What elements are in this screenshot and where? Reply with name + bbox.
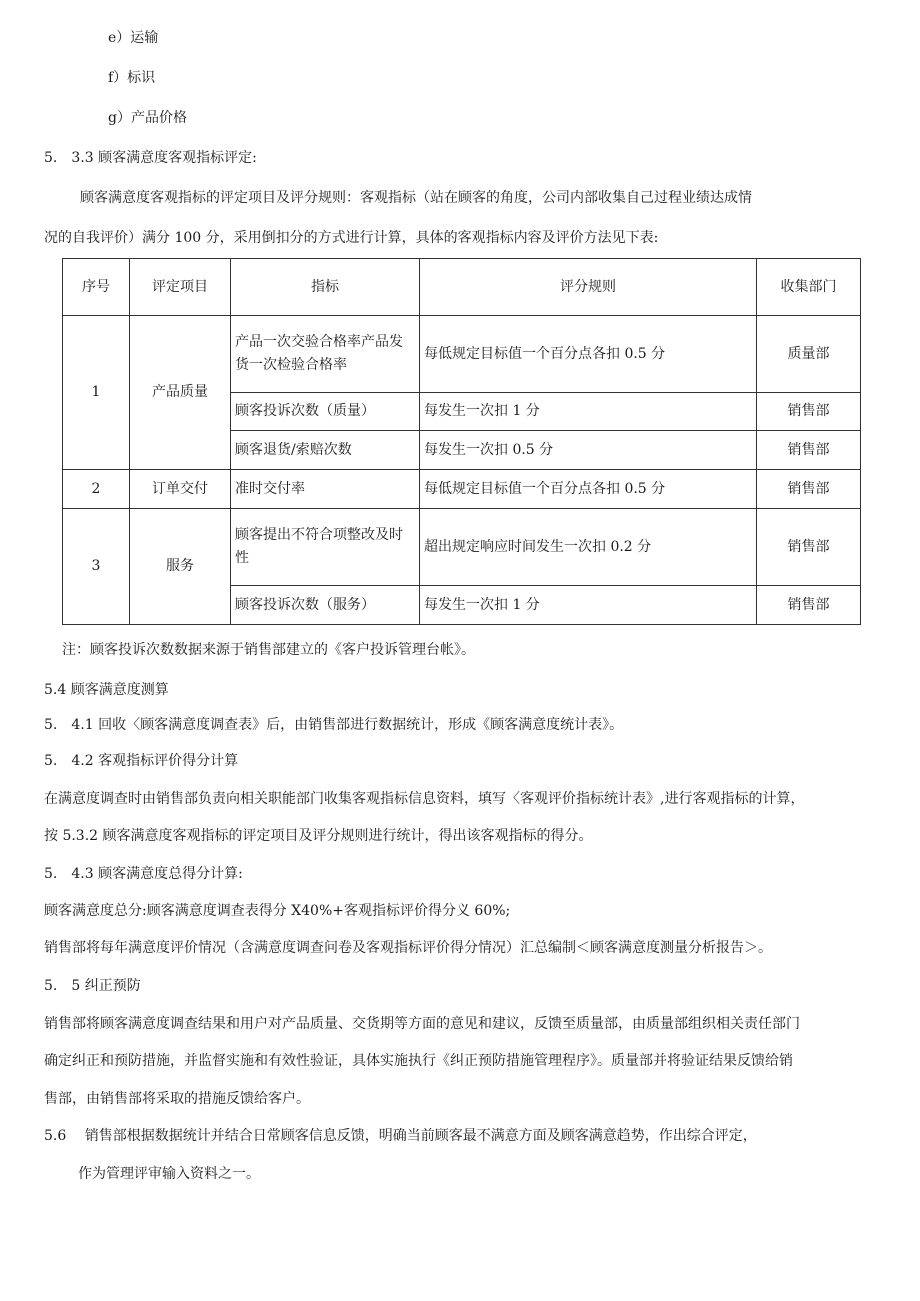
header-cell-rule: 评分规则 <box>420 259 757 316</box>
cell-dept: 质量部 <box>757 316 861 393</box>
table-header-row <box>63 259 861 316</box>
cell-dept: 销售部 <box>757 509 861 586</box>
cell-rule: 每发生一次扣 0.5 分 <box>420 431 757 470</box>
cell-indicator: 准时交付率 <box>231 470 420 509</box>
list-item-e: e）运输 <box>108 30 159 46</box>
objective-indicators-table <box>62 258 861 625</box>
table-row <box>63 316 861 393</box>
section-heading-5-3-3: 5. 3.3 顾客满意度客观指标评定: <box>44 150 257 166</box>
section-heading-5-4-3: 5. 4.3 顾客满意度总得分计算: <box>44 866 243 882</box>
cell-item: 订单交付 <box>130 470 231 509</box>
cell-no: 1 <box>63 316 130 470</box>
paragraph-score-calc: 在满意度调查时由销售部负责向相关职能部门收集客观指标信息资料，填写〈客观评价指标统计表》,进行客观指标的计算， <box>44 791 805 807</box>
paragraph-objective-indicators: 顾客满意度客观指标的评定项目及评分规则：客观指标（站在顾客的角度，公司内部收集自己过程业绩达成情 <box>80 190 752 206</box>
cell-rule: 每低规定目标值一个百分点各扣 0.5 分 <box>420 316 757 393</box>
cell-rule: 超出规定响应时间发生一次扣 0.2 分 <box>420 509 757 586</box>
cell-no: 2 <box>63 470 130 509</box>
section-heading-5-4-1: 5. 4.1 回收〈顾客满意度调查表》后，由销售部进行数据统计，形成《顾客满意度统计表》。 <box>44 717 624 733</box>
table-row <box>63 509 861 586</box>
cell-indicator: 顾客投诉次数（服务） <box>231 586 420 625</box>
cell-rule: 每低规定目标值一个百分点各扣 0.5 分 <box>420 470 757 509</box>
paragraph-5-6-cont: 作为管理评审输入资料之一。 <box>78 1166 260 1182</box>
paragraph-score-calc-cont: 按 5.3.2 顾客满意度客观指标的评定项目及评分规则进行统计，得出该客观指标的得分。 <box>44 828 593 844</box>
list-item-f: f）标识 <box>108 70 156 86</box>
cell-dept: 销售部 <box>757 470 861 509</box>
section-heading-5-5: 5. 5 纠正预防 <box>44 978 141 994</box>
cell-dept: 销售部 <box>757 431 861 470</box>
header-cell-item: 评定项目 <box>130 259 231 316</box>
cell-rule: 每发生一次扣 1 分 <box>420 393 757 431</box>
paragraph-objective-indicators-cont: 况的自我评价）满分 100 分，采用倒扣分的方式进行计算，具体的客观指标内容及评价方法见下表: <box>44 230 659 246</box>
table-row <box>63 470 861 509</box>
paragraph-corrective: 销售部将顾客满意度调查结果和用户对产品质量、交货期等方面的意见和建议，反馈至质量部，由质量部组织相关责任部门 <box>44 1016 800 1032</box>
list-item-g: g）产品价格 <box>108 110 187 126</box>
header-cell-no: 序号 <box>63 259 130 316</box>
paragraph-5-6: 5.6 销售部根据数据统计并结合日常顾客信息反馈，明确当前顾客最不满意方面及顾客满意趋势，作出综合评定， <box>44 1128 757 1144</box>
paragraph-corrective-end: 售部，由销售部将采取的措施反馈给客户。 <box>44 1091 310 1107</box>
header-cell-dept: 收集部门 <box>757 259 861 316</box>
section-heading-5-4: 5.4 顾客满意度测算 <box>44 682 169 698</box>
table-note: 注：顾客投诉次数数据来源于销售部建立的《客户投诉管理台帐》。 <box>62 642 475 658</box>
section-heading-5-4-2: 5. 4.2 客观指标评价得分计算 <box>44 753 239 769</box>
cell-item: 服务 <box>130 509 231 625</box>
cell-dept: 销售部 <box>757 586 861 625</box>
cell-indicator: 顾客退货/索赔次数 <box>231 431 420 470</box>
header-cell-indicator: 指标 <box>231 259 420 316</box>
cell-indicator: 顾客提出不符合项整改及时性 <box>231 509 420 586</box>
paragraph-corrective-cont: 确定纠正和预防措施，并监督实施和有效性验证，具体实施执行《纠正预防措施管理程序》。质量部并将验证结果反馈给销 <box>44 1053 793 1069</box>
cell-item: 产品质量 <box>130 316 231 470</box>
cell-dept: 销售部 <box>757 393 861 431</box>
cell-no: 3 <box>63 509 130 625</box>
paragraph-total-score: 顾客满意度总分:顾客满意度调查表得分 X40%+客观指标评价得分义 60%; <box>44 903 511 919</box>
cell-indicator: 产品一次交验合格率产品发货一次检验合格率 <box>231 316 420 393</box>
paragraph-annual-report: 销售部将每年满意度评价情况（含满意度调查问卷及客观指标评价得分情况）汇总编制＜顾客满意度测量分析报告＞。 <box>44 940 772 956</box>
cell-rule: 每发生一次扣 1 分 <box>420 586 757 625</box>
cell-indicator: 顾客投诉次数（质量） <box>231 393 420 431</box>
